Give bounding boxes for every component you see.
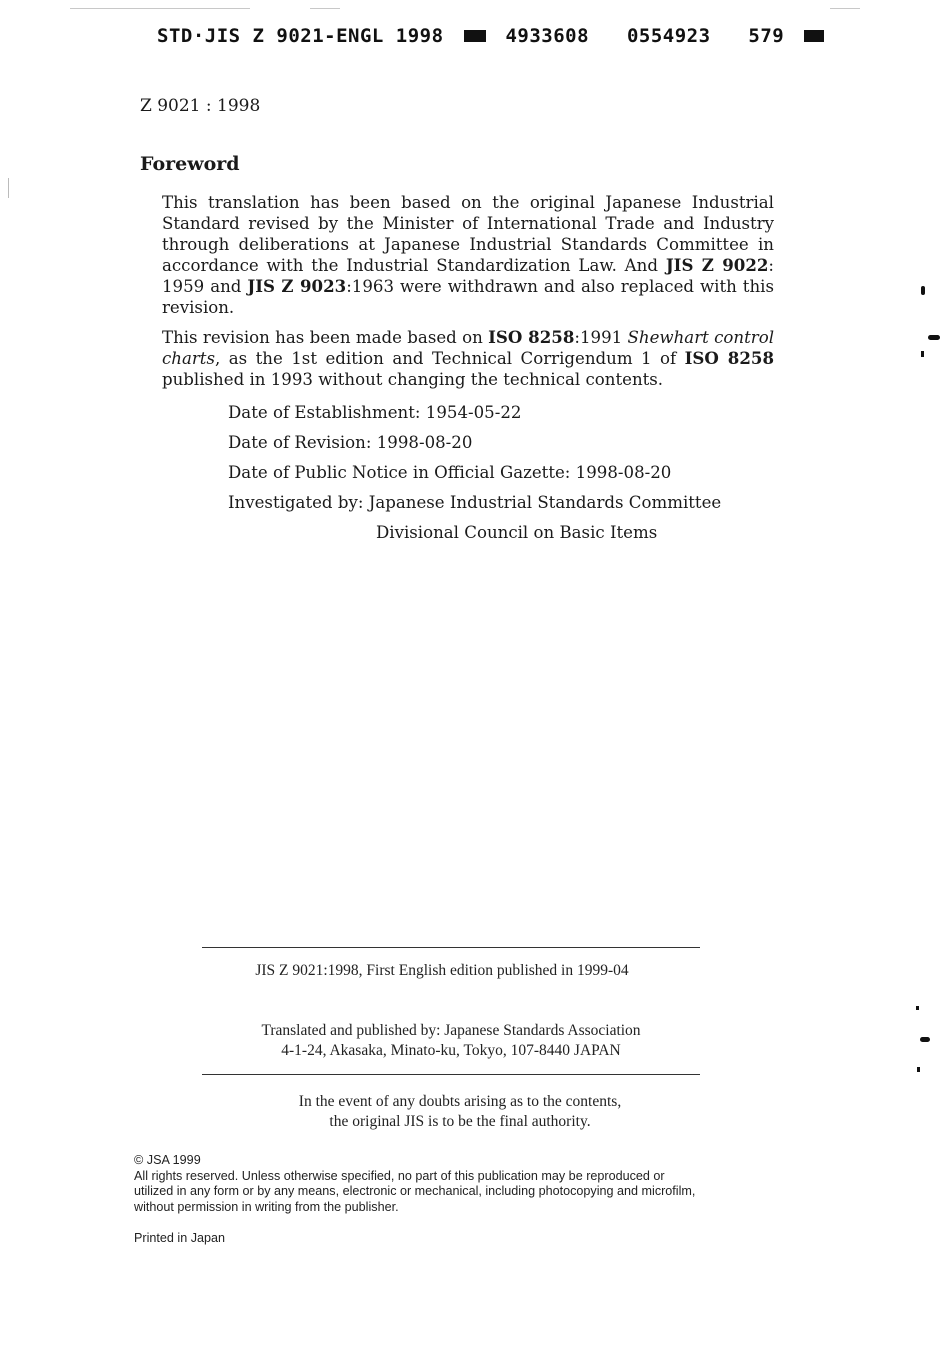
scan-mark <box>921 286 925 295</box>
scan-mark <box>928 335 940 340</box>
standard-reference: JIS Z 9022 <box>665 255 769 275</box>
investigated-by: Investigated by: Japanese Industrial Standards Committee <box>228 493 722 512</box>
foreword-body <box>162 192 774 399</box>
copyright-holder: © JSA 1999 <box>134 1153 201 1167</box>
foreword-paragraph <box>162 192 774 318</box>
rights-line: without permission in writing from the publisher. <box>134 1199 399 1214</box>
scan-mark <box>8 178 9 198</box>
date-public-notice: Date of Public Notice in Official Gazette: 1998-08-20 <box>228 463 672 482</box>
standard-reference: JIS Z 9023 <box>247 276 347 296</box>
divider-rule <box>202 947 700 948</box>
dates-block <box>228 402 721 552</box>
authority-line: In the event of any doubts arising as to the contents, <box>298 1093 622 1110</box>
text-run: published in 1993 without changing the technical contents. <box>162 370 664 389</box>
stamp-number-c: 579 <box>748 24 785 47</box>
text-run: This revision has been made based on <box>162 328 489 347</box>
publisher-block <box>202 1021 700 1061</box>
scan-mark <box>917 1067 920 1072</box>
standard-title: Shewhart control charts <box>162 328 774 368</box>
standard-reference: ISO 8258 <box>684 348 774 368</box>
text-run: : 1959 and <box>162 256 775 296</box>
scan-mark <box>921 351 924 357</box>
copyright-block <box>134 1153 774 1215</box>
edition-note: JIS Z 9021:1998, First English edition published in 1999-04 <box>255 962 629 979</box>
stamp-block-mark <box>804 30 824 42</box>
foreword-heading: Foreword <box>140 153 240 175</box>
date-revision: Date of Revision: 1998-08-20 <box>228 433 473 452</box>
standard-reference: ISO 8258 <box>488 327 575 347</box>
divisional-council: Divisional Council on Basic Items <box>376 523 658 542</box>
scan-mark <box>920 1037 930 1042</box>
scan-artifact <box>70 8 250 9</box>
standard-number: Z 9021 : 1998 <box>140 96 261 116</box>
date-establishment: Date of Establishment: 1954-05-22 <box>228 403 522 422</box>
scan-artifact <box>830 8 860 9</box>
printed-in: Printed in Japan <box>134 1231 226 1245</box>
rights-line: All rights reserved. Unless otherwise specified, no part of this publication may be reproduced or <box>134 1168 665 1183</box>
authority-note <box>202 1092 718 1132</box>
divider-rule <box>202 1074 700 1075</box>
authority-line: the original JIS is to be the final authority. <box>329 1113 591 1130</box>
text-run: , as the 1st edition and Technical Corrigendum 1 of <box>215 349 685 368</box>
text-run: This translation has been based on the original Japanese Industrial Standard revised by the Minister of International Trade and Industry through deliberations at Japanese Industrial Standards Committee in accordance with the Industrial Standardization Law. And <box>162 193 774 275</box>
stamp-code: STD·JIS Z 9021-ENGL 1998 <box>157 24 444 47</box>
scan-artifact <box>310 8 340 9</box>
foreword-paragraph <box>162 327 774 390</box>
catalog-stamp <box>157 24 824 47</box>
publisher-line: Translated and published by: Japanese Standards Association <box>261 1022 641 1039</box>
publisher-address: 4-1-24, Akasaka, Minato-ku, Tokyo, 107-8440 JAPAN <box>281 1042 621 1059</box>
scan-mark <box>916 1006 919 1010</box>
stamp-number-b: 0554923 <box>626 24 711 47</box>
stamp-number-a: 4933608 <box>505 24 590 47</box>
text-run: :1963 were withdrawn and also replaced with this revision. <box>162 277 774 317</box>
rights-line: utilized in any form or by any means, electronic or mechanical, including photocopying and microfilm, <box>134 1184 696 1198</box>
text-run: :1991 <box>574 328 628 347</box>
stamp-block-mark <box>464 30 486 42</box>
